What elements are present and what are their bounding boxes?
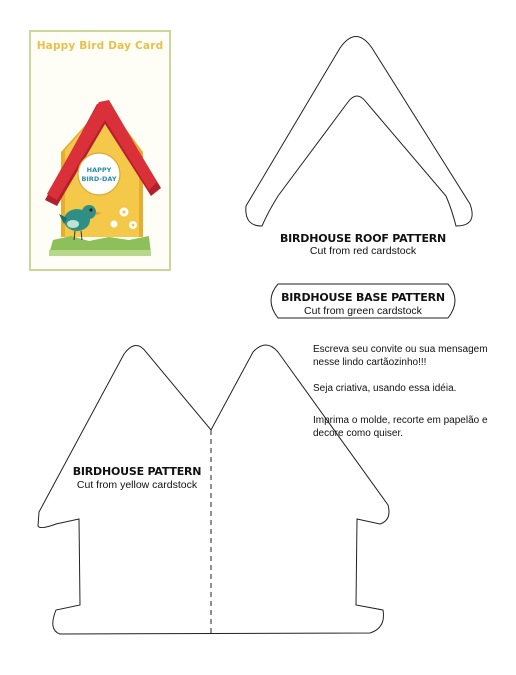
roof-pattern-outline xyxy=(246,37,472,227)
note-paragraph-1: Escreva seu convite ou sua mensagem nesse lindo cartãozinho!!! xyxy=(313,344,488,368)
card-sign-line2: BIRD-DAY xyxy=(81,175,117,183)
card-sign-line1: HAPPY xyxy=(86,166,112,174)
card-title: Happy Bird Day Card xyxy=(36,40,164,52)
roof-pattern-subtitle: Cut from red cardstock xyxy=(309,245,417,257)
roof-pattern-title: BIRDHOUSE ROOF PATTERN xyxy=(279,232,447,245)
house-pattern-title: BIRDHOUSE PATTERN xyxy=(72,465,202,478)
note-paragraph-3: Imprima o molde, recorte em papelão e decore como quiser. xyxy=(313,415,488,439)
base-pattern-subtitle: Cut from green cardstock xyxy=(304,305,422,317)
base-pattern-title: BIRDHOUSE BASE PATTERN xyxy=(281,291,445,304)
note-paragraph-2: Seja criativa, usando essa idéia. xyxy=(313,383,457,394)
house-pattern-subtitle: Cut from yellow cardstock xyxy=(76,479,198,491)
